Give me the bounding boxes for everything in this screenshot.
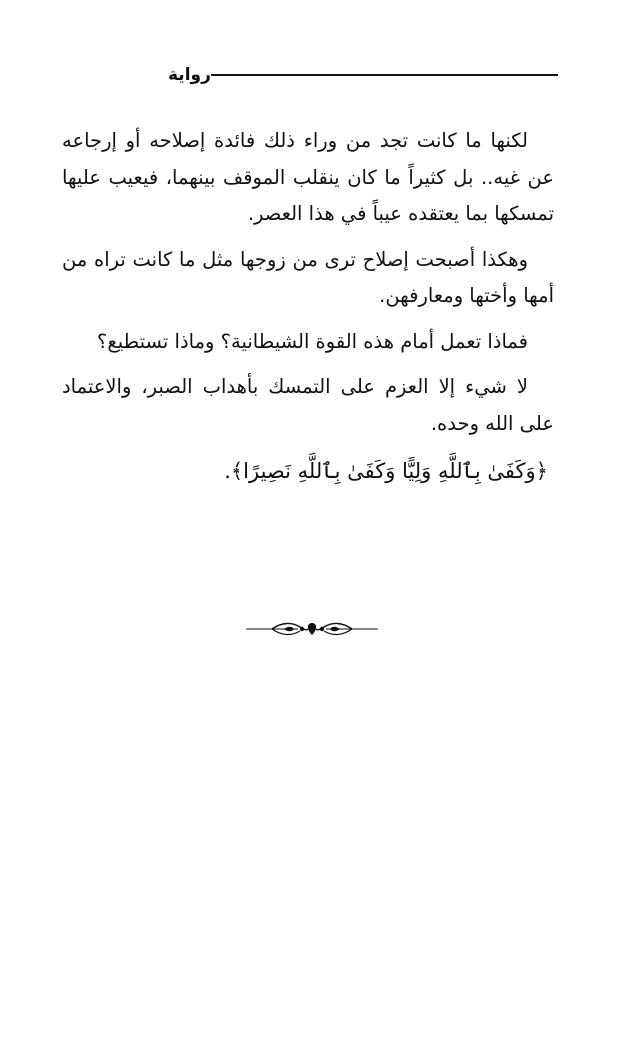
paragraph-1: لكنها ما كانت تجد من وراء ذلك فائدة إصلاحه أو إرجاعه عن غيه.. بل كثيراً ما كان ينقلب الموقف بينهما، فيعيب عليها تمسكها بما يعتقده عيباً في هذا العصر. [62, 129, 554, 225]
quran-verse: ﴿وَكَفَىٰ بِٱللَّهِ وَلِيًّا وَكَفَىٰ بِٱللَّهِ نَصِيرًا﴾. [224, 459, 548, 483]
body-text [62, 123, 554, 491]
paragraph-3: فماذا تعمل أمام هذه القوة الشيطانية؟ وماذا تستطيع؟ [97, 329, 528, 353]
header-title: رواية [168, 65, 211, 85]
paragraph-4: لا شيء إلا العزم على التمسك بأهداب الصبر، والاعتماد على الله وحده. [62, 375, 554, 435]
header-rule [211, 74, 558, 76]
running-header [160, 60, 558, 90]
paragraph-2: وهكذا أصبحت إصلاح ترى من زوجها مثل ما كانت تراه من أمها وأختها ومعارفهن. [62, 247, 554, 307]
ornament-divider-icon [244, 616, 380, 642]
